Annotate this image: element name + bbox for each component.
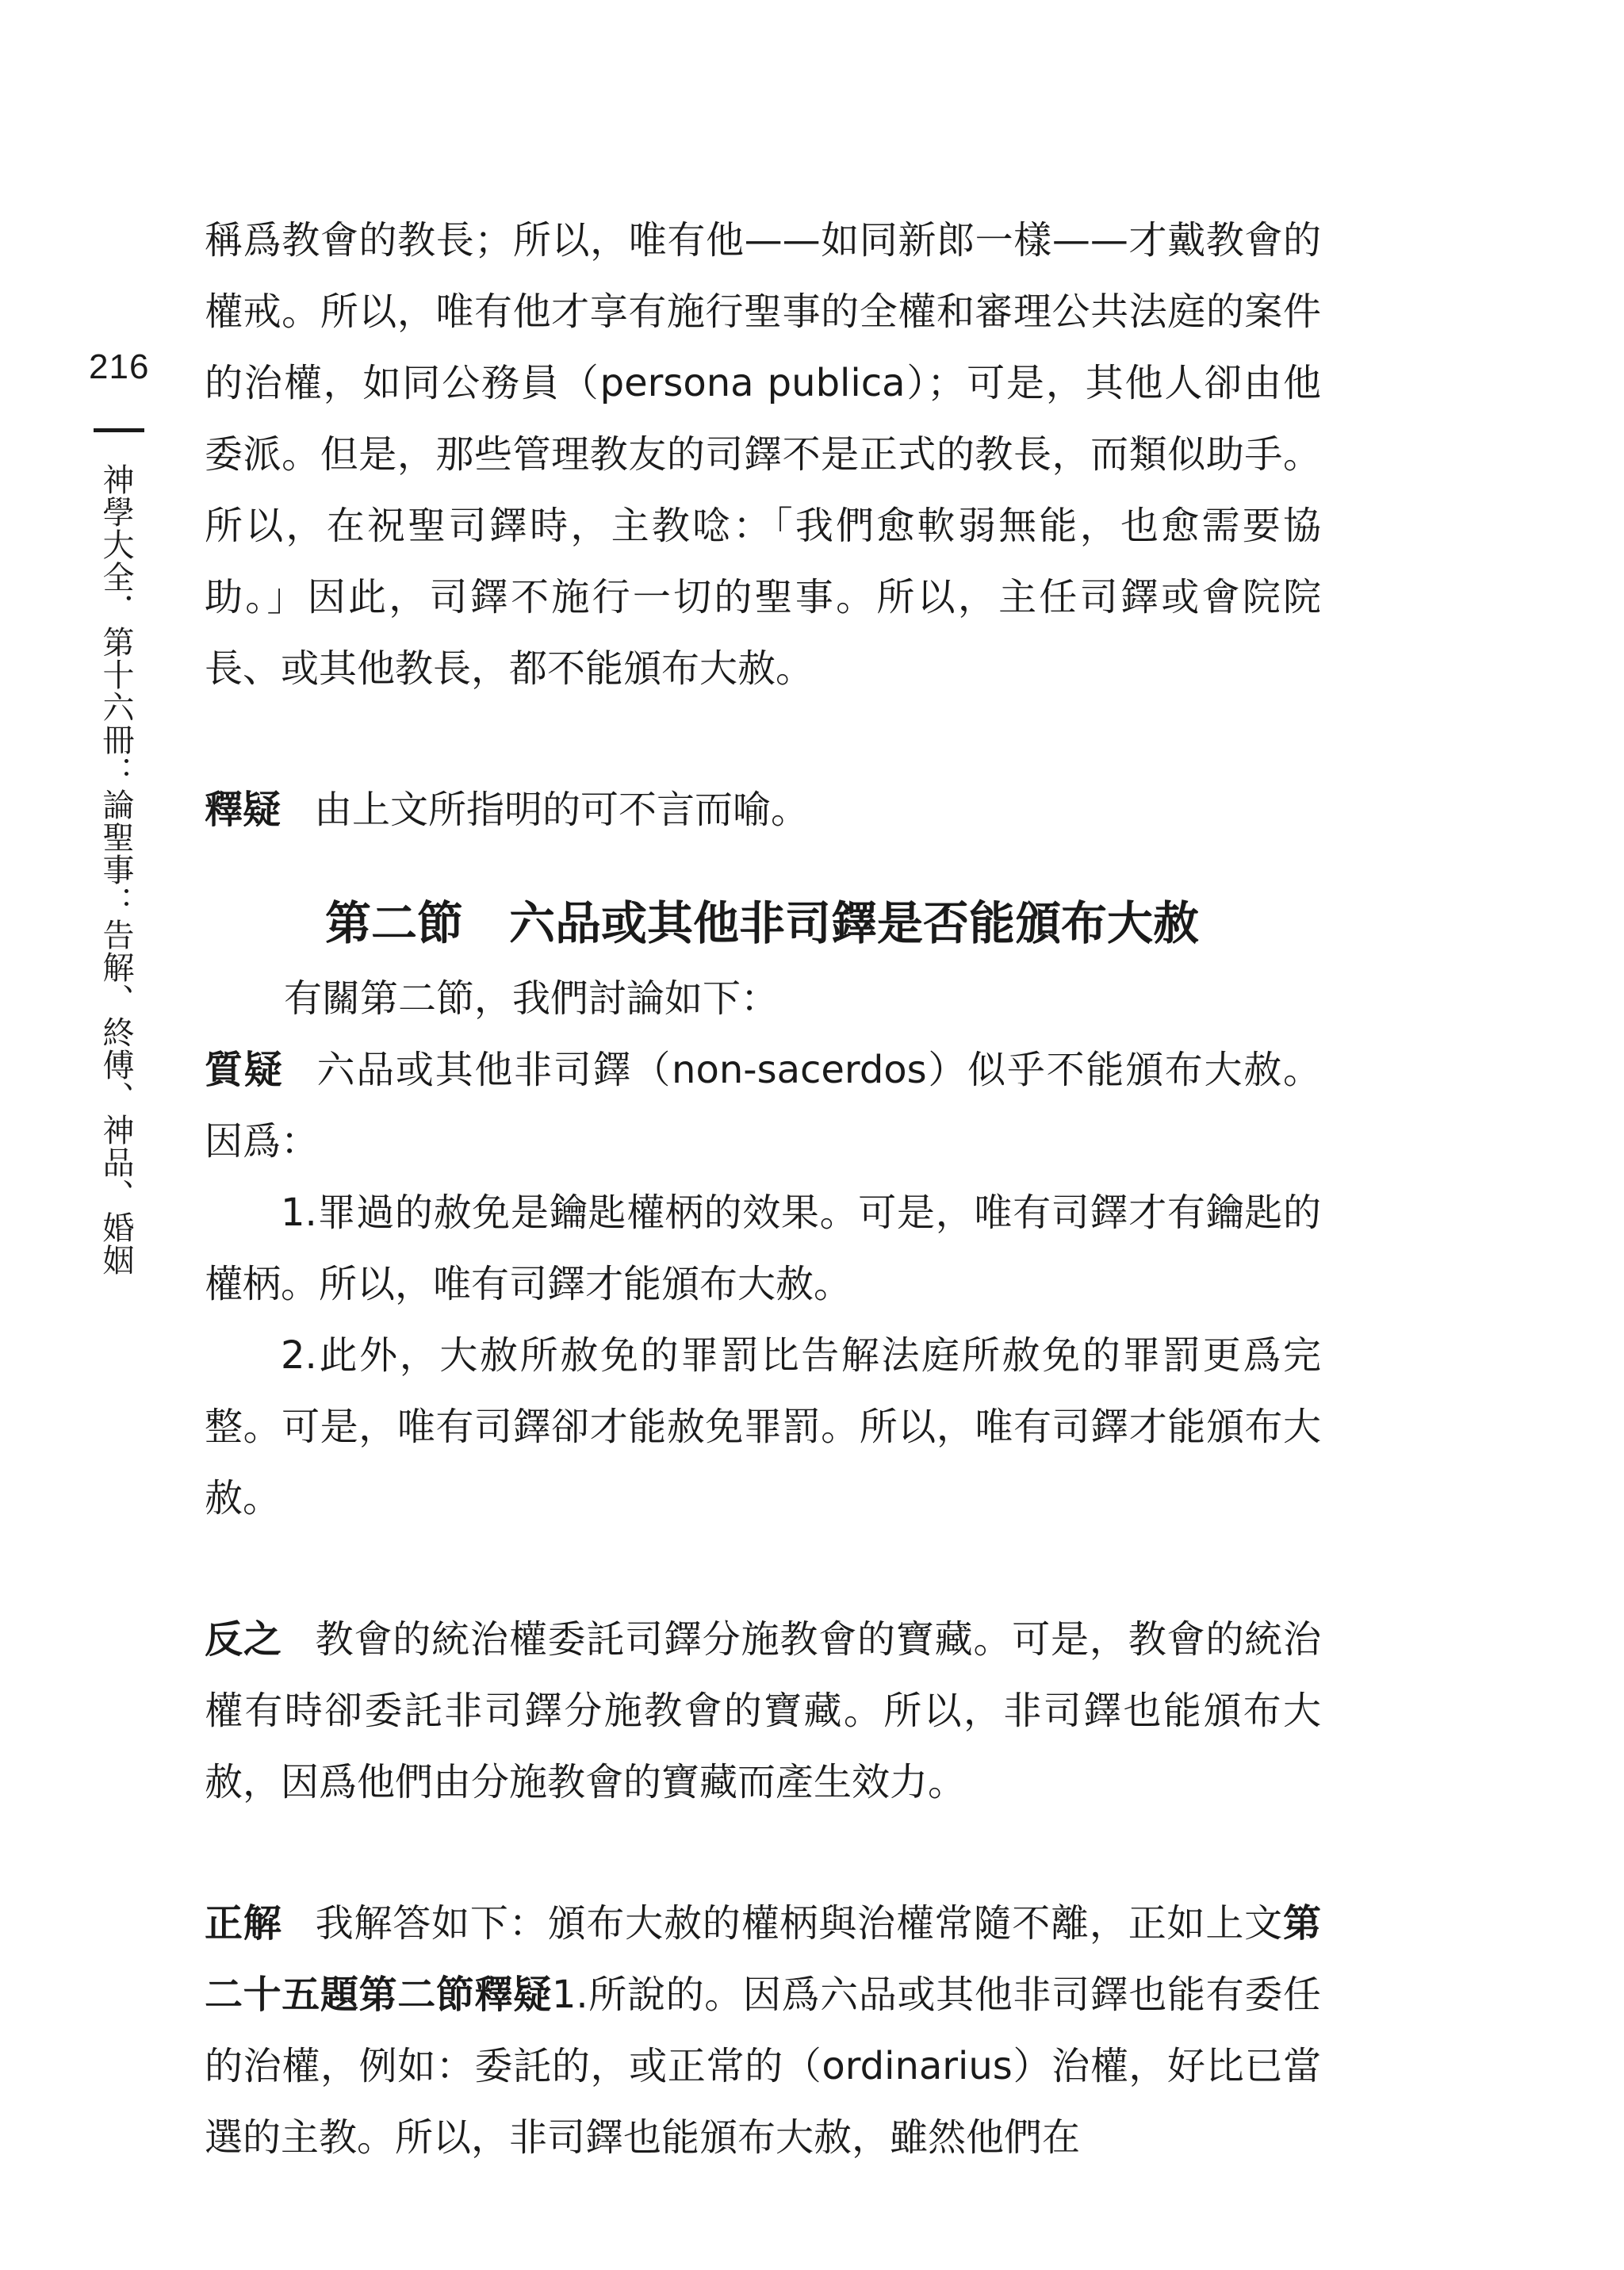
reply-label: 釋疑 [205,788,282,832]
margin-rule [94,428,144,432]
objection-point-1: 1.罪過的赦免是鑰匙權柄的效果。可是，唯有司鐸才有鑰匙的權柄。所以，唯有司鐸才能頒布大赦。 [205,1191,1321,1306]
section-heading [205,884,1321,963]
running-head: 神學大全．第十六冊：論聖事：告解、終傅、神品、婚姻 [98,463,134,1276]
answer-label: 正解 [205,1901,282,1946]
objection-text: 六品或其他非司鐸（non-sacerdos）似乎不能頒布大赦。因爲： [205,1048,1321,1164]
reply-paragraph [205,774,1321,845]
objection-paragraph [205,1034,1321,1177]
objection-label: 質疑 [205,1048,284,1092]
answer-paragraph [205,1888,1321,2173]
opening-paragraph: 稱爲教會的教長；所以，唯有他——如同新郎一樣——才戴教會的權戒。所以，唯有他才享有施行聖事的全權和審理公共法庭的案件的治權，如同公務員（persona publica）；可是，其他人卻由他委派。但是，那些管理教友的司鐸不是正式的教長，而類似助手。所以，在祝聖司鐸時，主教唸：「我們愈軟弱無能，也愈需要協助。」因此，司鐸不施行一切的聖事。所以，主任司鐸或會院院長、或其他教長，都不能頒布大赦。 [205,218,1321,691]
section-number: 第二節 [325,896,464,950]
section-intro: 有關第二節，我們討論如下： [284,976,779,1021]
sed-contra-label: 反之 [205,1617,282,1662]
spacer [205,1534,1321,1604]
section-title: 六品或其他非司鐸是否能頒布大赦 [509,896,1200,950]
page-number: 216 [89,347,150,386]
sed-contra-text: 教會的統治權委託司鐸分施教會的寶藏。可是，教會的統治權有時卻委託非司鐸分施教會的寶藏。所以，非司鐸也能頒布大赦，因爲他們由分施教會的寶藏而產生效力。 [205,1617,1321,1804]
answer-text-after: 1.所說的。因爲六品或其他非司鐸也能有委任的治權，例如：委託的，或正常的（ordinarius）治權，好比已當選的主教。所以，非司鐸也能頒布大赦，雖然他們在 [205,1973,1321,2160]
spacer [205,845,1321,884]
spacer [205,1818,1321,1888]
answer-text-before: 我解答如下：頒布大赦的權柄與治權常隨不離，正如上文 [315,1901,1283,1946]
answer-reference: 第二十五題第二節釋疑 [205,1901,1321,2017]
sed-contra-paragraph [205,1604,1321,1818]
reply-text: 由上文所指明的可不言而喻。 [314,788,810,832]
spacer [205,704,1321,774]
main-text [205,205,1321,2173]
objection-point-2: 2.此外，大赦所赦免的罪罰比告解法庭所赦免的罪罰更爲完整。可是，唯有司鐸卻才能赦免罪罰。所以，唯有司鐸才能頒布大赦。 [205,1333,1321,1520]
